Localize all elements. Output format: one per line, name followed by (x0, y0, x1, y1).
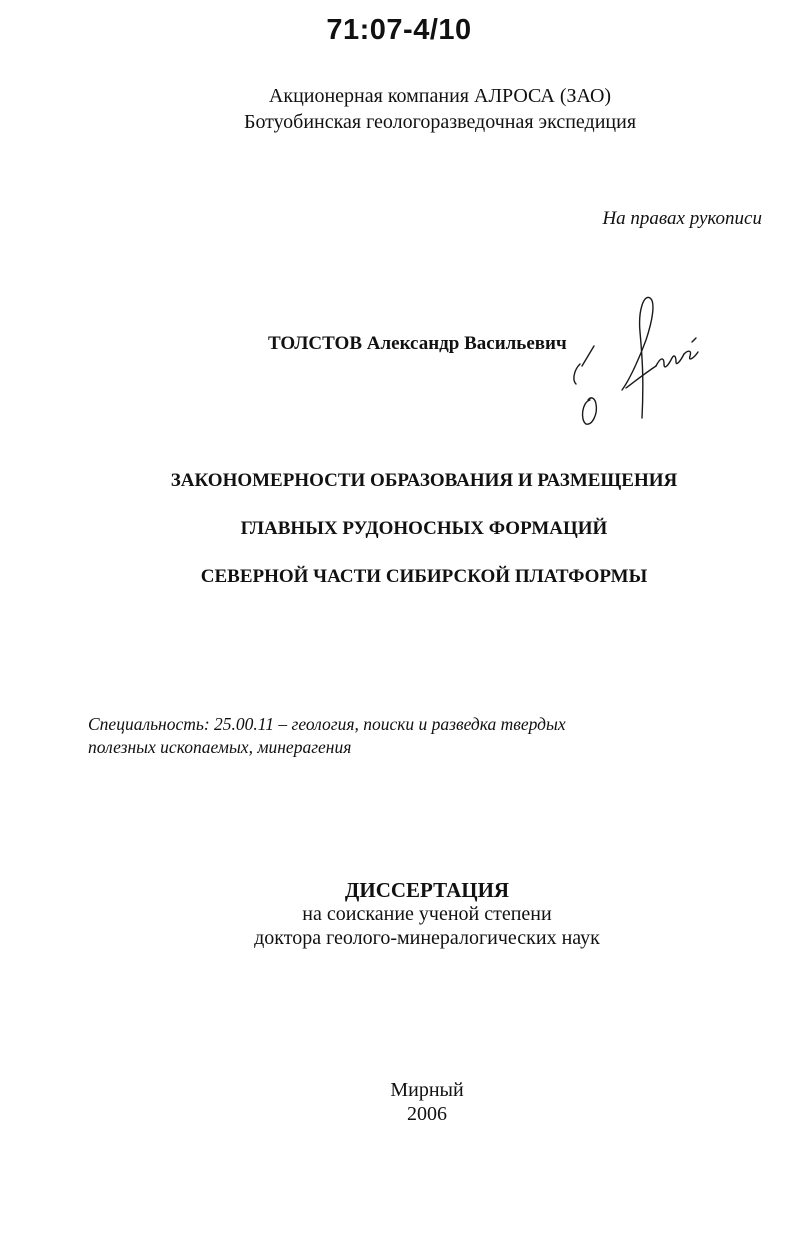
title-line-3: СЕВЕРНОЙ ЧАСТИ СИБИРСКОЙ ПЛАТФОРМЫ (200, 566, 648, 587)
organization-name: Акционерная компания АЛРОСА (ЗАО) (268, 85, 612, 107)
specialty-line-2: полезных ископаемых, минерагения (88, 737, 352, 757)
specialty-block (88, 713, 688, 759)
degree-line-2: доктора геолого-минералогических наук (254, 927, 600, 949)
author-surname: ТОЛСТОВ (268, 333, 363, 354)
degree-line-1: на соискание ученой степени (302, 903, 552, 925)
dissertation-heading: ДИССЕРТАЦИЯ (344, 878, 510, 902)
dissertation-block (0, 878, 798, 950)
author-name (268, 333, 567, 355)
archive-stamp-number: 71:07-4/10 (326, 14, 472, 46)
place-year-block (0, 1078, 798, 1126)
place-name: Мирный (390, 1079, 464, 1101)
expedition-name: Ботуобинская геологоразведочная экспедиция (243, 111, 637, 133)
title-line-1: ЗАКОНОМЕРНОСТИ ОБРАЗОВАНИЯ И РАЗМЕЩЕНИЯ (170, 470, 678, 491)
organization-block (0, 83, 798, 135)
publication-year: 2006 (407, 1103, 447, 1125)
author-given-names: Александр Васильевич (366, 333, 567, 354)
title-line-2: ГЛАВНЫХ РУДОНОСНЫХ ФОРМАЦИЙ (240, 518, 608, 539)
handwritten-signature-icon (560, 292, 710, 432)
specialty-line-1: Специальность: 25.00.11 – геология, поиски и разведка твердых (88, 714, 566, 734)
manuscript-rights-note: На правах рукописи (602, 208, 762, 229)
